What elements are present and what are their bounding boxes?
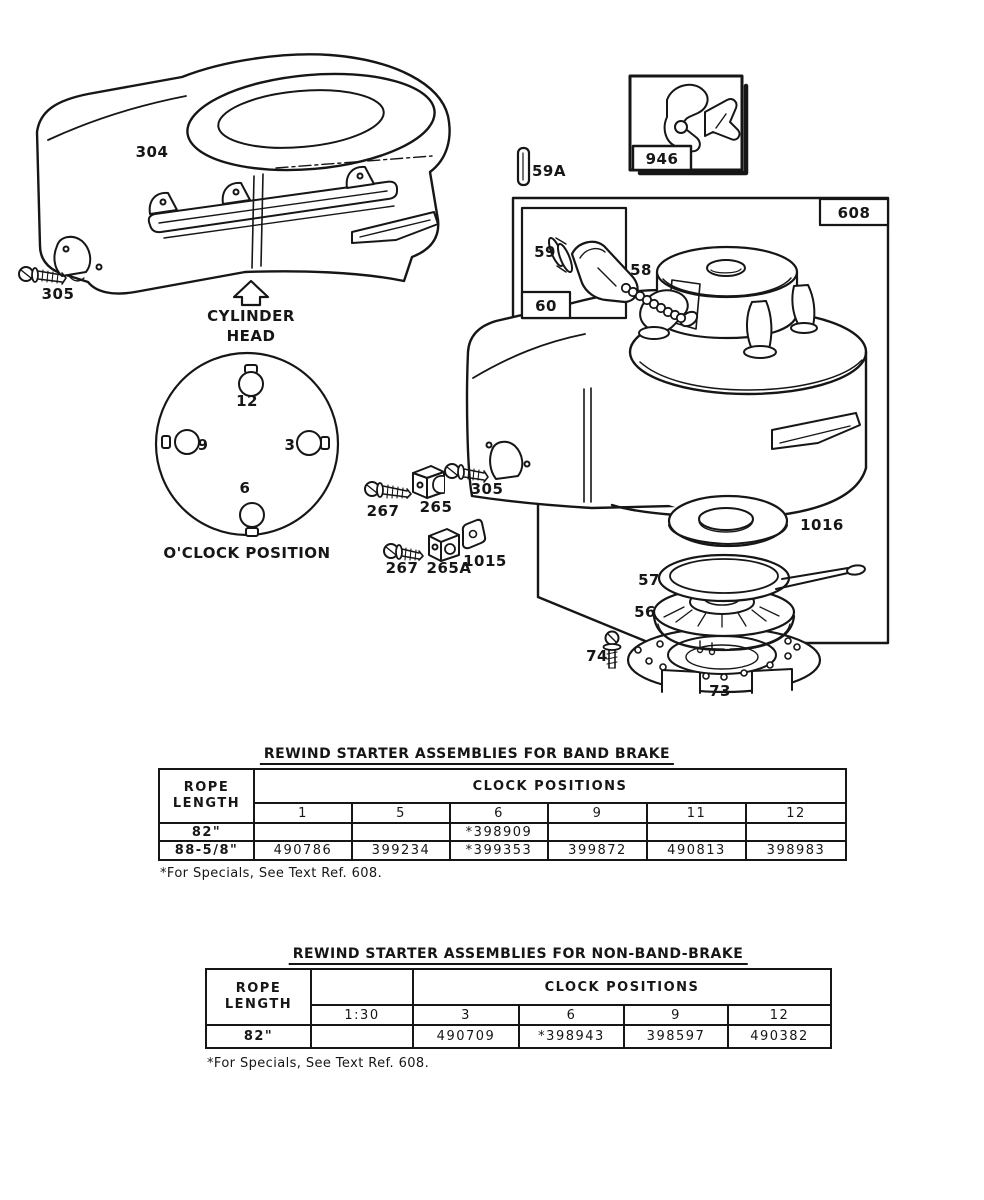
clock-position-col: 1 (254, 803, 352, 823)
part-label-305-right: 305 (470, 480, 504, 498)
rope-length-cell: 82" (159, 823, 254, 841)
cylinder-head-caption-line1: CYLINDER (207, 307, 295, 325)
part-number-cell (548, 823, 647, 841)
rope-length-header (206, 969, 311, 1025)
part-number-cell: 490813 (647, 841, 746, 860)
part-label-304: 304 (135, 143, 169, 161)
rope-header-line1: ROPE (235, 981, 282, 996)
rope-length-header (159, 769, 254, 823)
part-label-60: 60 (535, 297, 557, 315)
table-row (206, 1025, 831, 1048)
screw-267-bottom-drawing (384, 544, 423, 560)
clip-265-drawing (413, 466, 444, 498)
non-band-brake-table (205, 968, 830, 1049)
part-label-1016: 1016 (800, 516, 844, 534)
part-label-608: 608 (837, 204, 871, 222)
part-number-cell: 398983 (746, 841, 846, 860)
non-band-brake-table-title: REWIND STARTER ASSEMBLIES FOR NON-BAND-BRAKE (289, 946, 748, 965)
part-label-267-top: 267 (366, 502, 400, 520)
pin-59a-drawing (518, 148, 529, 185)
part-number-cell (311, 1025, 413, 1048)
part-label-1015: 1015 (463, 552, 507, 570)
part-label-59a: 59A (532, 162, 566, 180)
part-label-59: 59 (534, 243, 556, 261)
clock-label-9: 9 (197, 436, 209, 454)
part-label-74: 74 (586, 647, 608, 665)
part-number-cell (647, 823, 746, 841)
part-label-946: 946 (645, 150, 679, 168)
part-number-cell: 399872 (548, 841, 647, 860)
spring-ring-57-drawing (659, 555, 866, 601)
part-number-cell (254, 823, 352, 841)
clock-label-12: 12 (236, 392, 258, 410)
part-label-57: 57 (638, 571, 660, 589)
washer-1016-drawing (669, 496, 787, 546)
rope-length-cell: 88-5/8" (159, 841, 254, 860)
part-number-cell (746, 823, 846, 841)
part-label-56: 56 (634, 603, 656, 621)
cylinder-head-arrow-icon (234, 281, 268, 305)
clock-positions-header: CLOCK POSITIONS (254, 769, 846, 803)
table-row (159, 841, 846, 860)
plate-1015-drawing (463, 520, 485, 548)
empty-header-cell (311, 969, 413, 1005)
non-band-brake-footnote: *For Specials, See Text Ref. 608. (207, 1056, 430, 1071)
clock-label-3: 3 (284, 436, 296, 454)
clock-position-col: 6 (450, 803, 548, 823)
clock-label-6: 6 (239, 479, 251, 497)
part-label-267-bottom: 267 (385, 559, 419, 577)
band-brake-table (158, 768, 845, 861)
rope-header-line2: LENGTH (172, 796, 241, 811)
rope-header-line1: ROPE (183, 780, 230, 795)
cylinder-head-caption-line2: HEAD (226, 327, 276, 345)
clock-position-col: 5 (352, 803, 450, 823)
blower-housing-304-drawing (37, 54, 450, 293)
part-label-265a: 265A (426, 559, 472, 577)
clock-positions-header: CLOCK POSITIONS (413, 969, 831, 1005)
part-label-58: 58 (630, 261, 652, 279)
part-label-305-left: 305 (41, 285, 75, 303)
part-label-73: 73 (709, 682, 731, 700)
part-number-cell: 399234 (352, 841, 450, 860)
rope-header-line2: LENGTH (224, 997, 293, 1012)
part-label-265: 265 (419, 498, 453, 516)
clock-position-col: 11 (647, 803, 746, 823)
part-number-cell: 490786 (254, 841, 352, 860)
clock-position-diagram (156, 353, 338, 536)
rope-length-cell: 82" (206, 1025, 311, 1048)
part-number-cell: *399353 (450, 841, 548, 860)
part-number-cell: *398943 (519, 1025, 624, 1048)
clip-265a-drawing (429, 529, 459, 561)
part-number-cell (352, 823, 450, 841)
part-number-cell: *398909 (450, 823, 548, 841)
band-brake-footnote: *For Specials, See Text Ref. 608. (160, 866, 383, 881)
table-row (159, 823, 846, 841)
part-number-cell: 490709 (413, 1025, 519, 1048)
clock-position-col: 3 (413, 1005, 519, 1025)
clock-position-col: 9 (624, 1005, 728, 1025)
band-brake-table-title: REWIND STARTER ASSEMBLIES FOR BAND BRAKE (260, 746, 674, 765)
clock-position-col: 1:30 (311, 1005, 413, 1025)
clock-position-col: 6 (519, 1005, 624, 1025)
part-number-cell: 398597 (624, 1025, 728, 1048)
screw-267-top-drawing (365, 482, 411, 498)
clock-position-col: 12 (728, 1005, 831, 1025)
clock-position-col: 9 (548, 803, 647, 823)
clock-caption: O'CLOCK POSITION (163, 544, 331, 562)
clock-position-col: 12 (746, 803, 846, 823)
part-number-cell: 490382 (728, 1025, 831, 1048)
